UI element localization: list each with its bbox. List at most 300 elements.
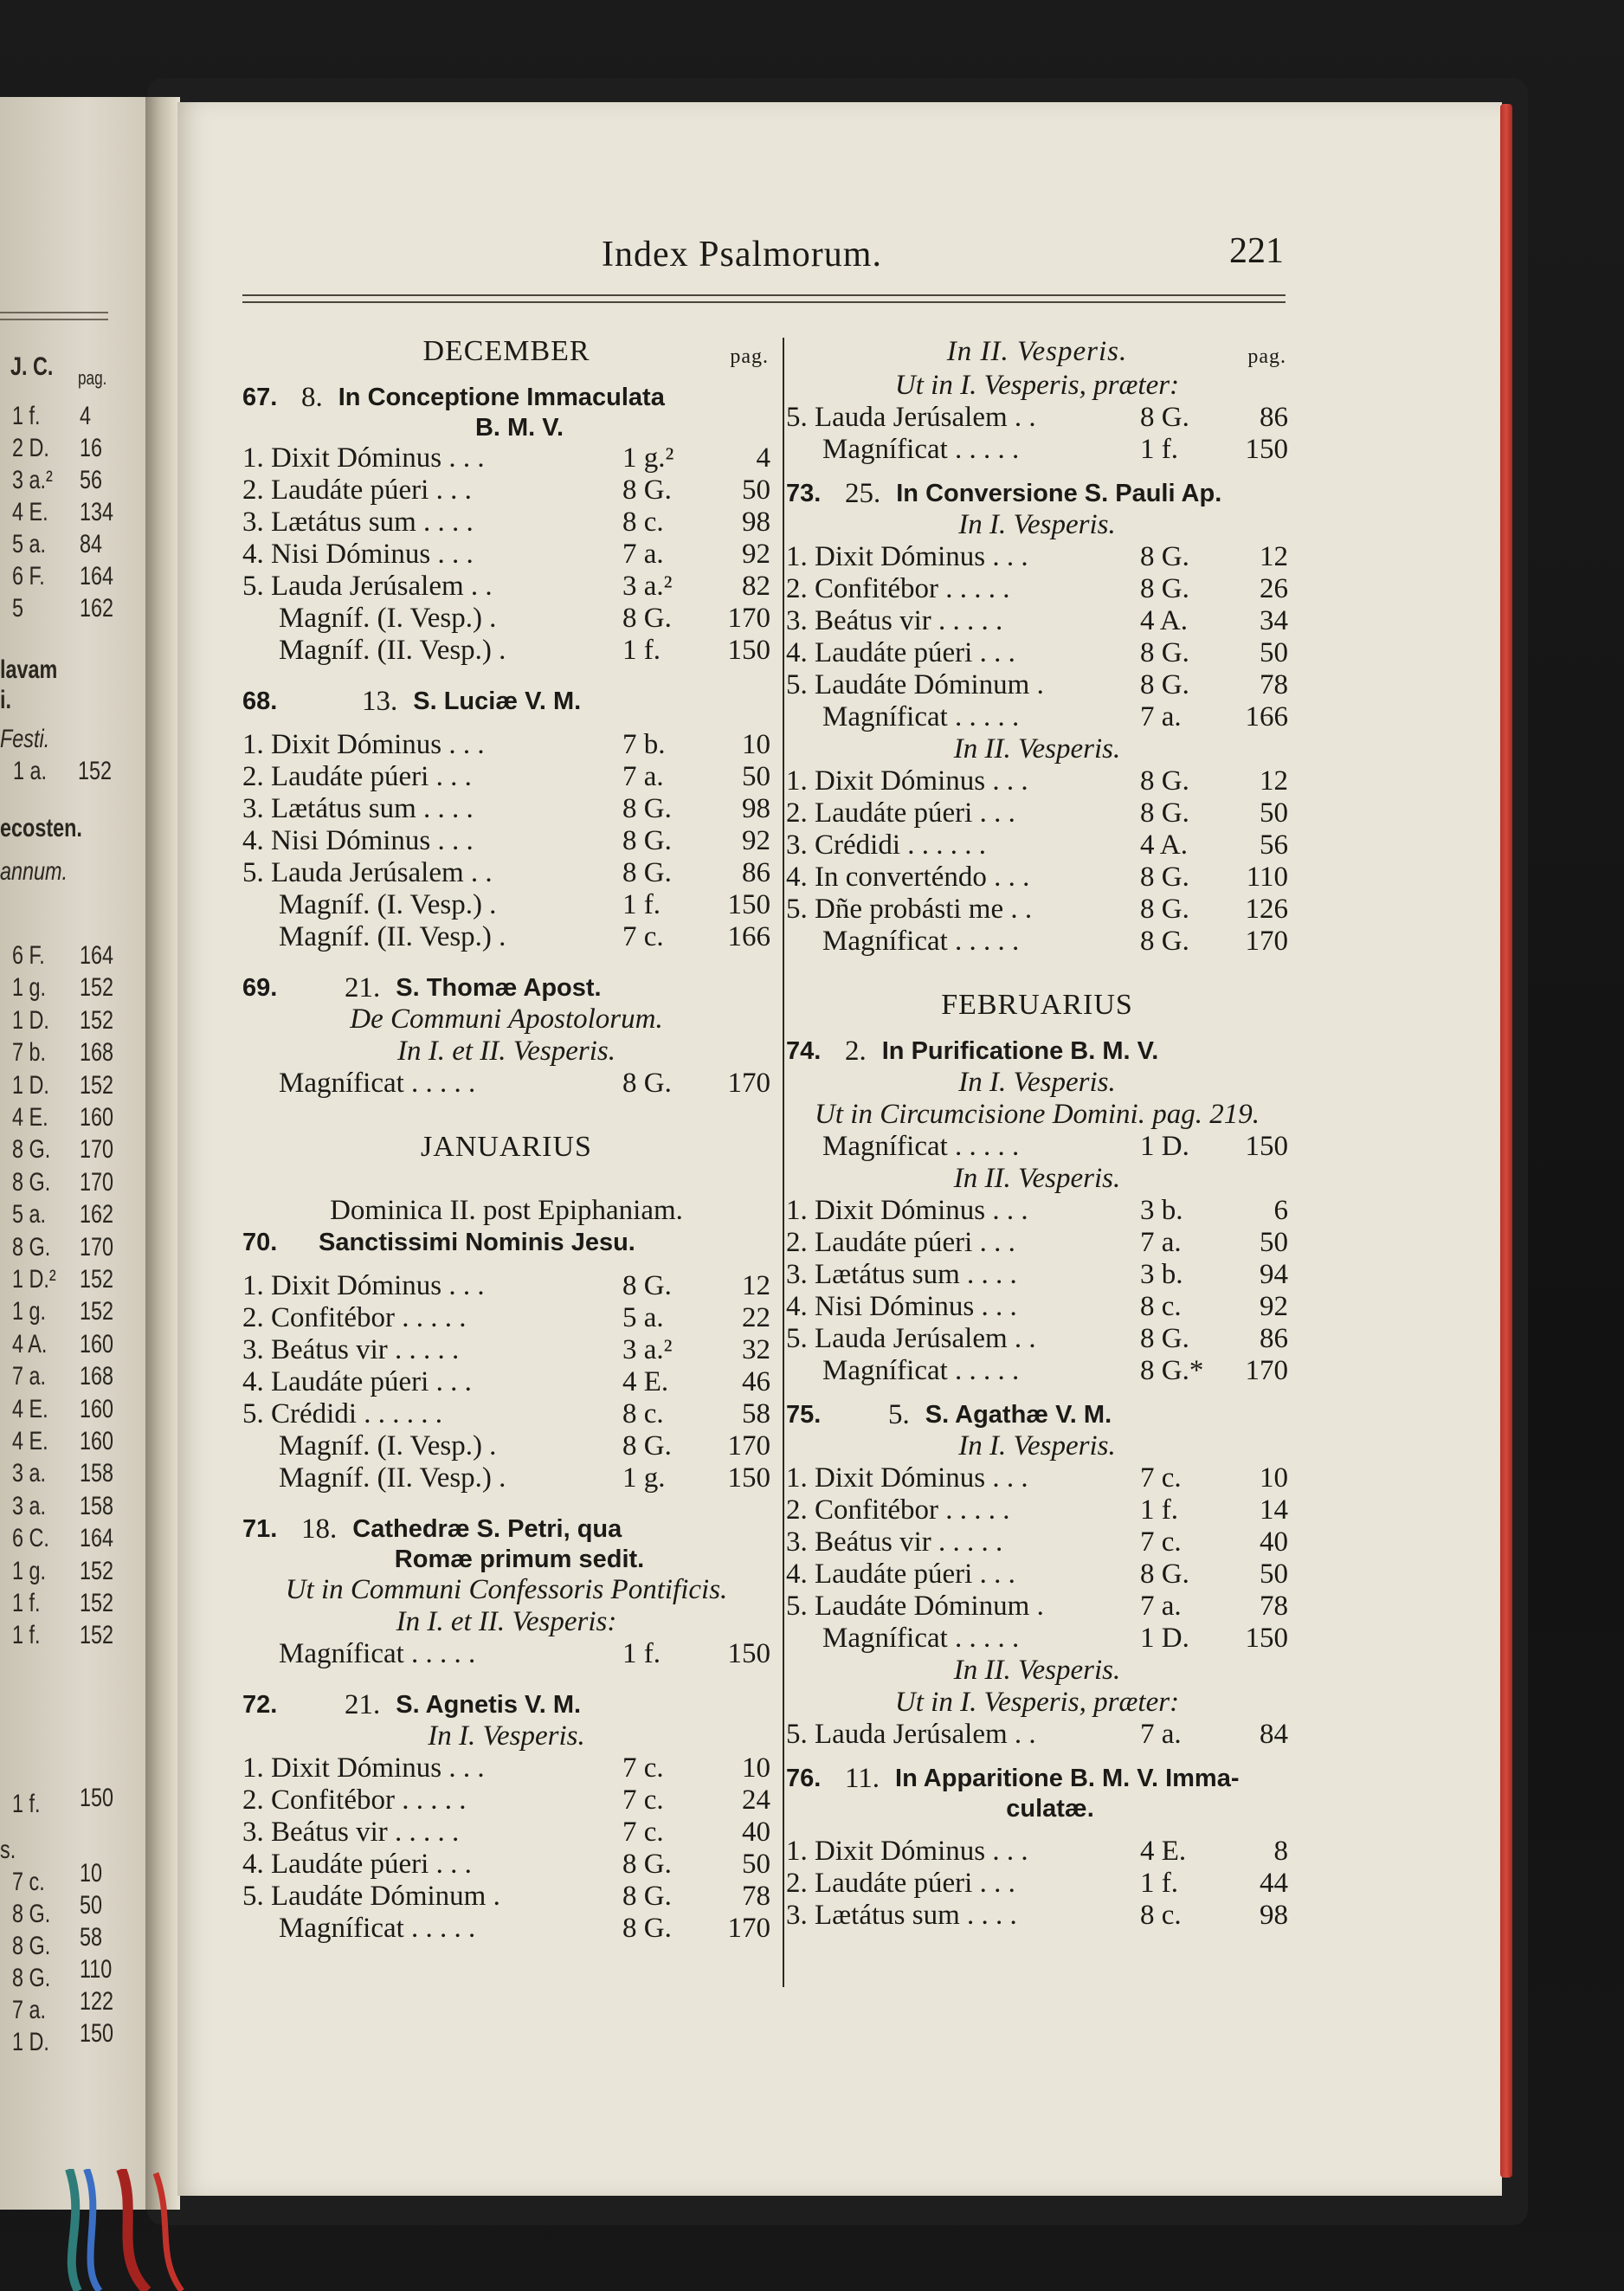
psalm-page: 4 — [756, 442, 770, 474]
psalm-name: 5. Laudáte Dóminum . — [786, 1591, 1044, 1622]
bookmark-ribbons — [52, 2169, 199, 2291]
feast-title: Cathedræ S. Petri, qua — [352, 1515, 622, 1543]
psalm-page: 34 — [1260, 605, 1288, 636]
feast-title: In Conceptione Immaculata — [338, 384, 665, 411]
psalm-list — [786, 1131, 1288, 1163]
psalm-page: 50 — [742, 474, 770, 506]
psalm-tone: 8 G. — [622, 1913, 672, 1944]
psalm-page: 150 — [1245, 434, 1288, 465]
rubric: In I. et II. Vesperis. — [396, 1036, 615, 1067]
left-page-tone: 1 g. — [12, 973, 47, 1003]
psalm-tone: 1 f. — [622, 635, 661, 666]
psalm-row — [242, 921, 770, 953]
psalm-row — [786, 1836, 1288, 1868]
rubric: In I. Vesperis. — [958, 1067, 1116, 1098]
psalm-list — [786, 541, 1288, 733]
psalm-row — [242, 889, 770, 921]
left-page-bottom-entry: 110 — [80, 1955, 113, 1984]
psalm-page: 84 — [1260, 1719, 1288, 1750]
psalm-tone: 7 a. — [1140, 1719, 1182, 1750]
psalm-name: 1. Dixit Dóminus . . . — [786, 1462, 1028, 1494]
left-page-page: 134 — [80, 498, 114, 526]
left-page-tone: 1 f. — [12, 1589, 41, 1617]
psalm-page: 150 — [727, 635, 770, 666]
psalm-row — [242, 571, 770, 603]
rubric: In I. Vesperis. — [958, 1430, 1116, 1462]
left-page-page: 164 — [80, 1524, 114, 1553]
feast-title: S. Luciæ V. M. — [413, 687, 582, 715]
psalm-page: 170 — [727, 1430, 770, 1462]
left-page-page: 152 — [80, 1265, 114, 1294]
psalm-page: 170 — [1245, 926, 1288, 957]
feast-day: 25. — [845, 478, 881, 509]
psalm-name: 1. Dixit Dóminus . . . — [242, 1270, 485, 1301]
psalm-name: 2. Confitébor . . . . . — [786, 573, 1010, 604]
left-page-tone: 5 a. — [12, 530, 47, 558]
month-name: FEBRUARIUS — [941, 989, 1133, 1021]
psalm-name: Magníf. (I. Vesp.) . — [279, 603, 497, 634]
psalm-row — [786, 1131, 1288, 1163]
psalm-tone: 7 a. — [1140, 1227, 1182, 1258]
left-page-page: 4 — [80, 402, 92, 430]
left-page-tone: 5 a. — [12, 1200, 47, 1229]
psalm-page: 150 — [727, 889, 770, 920]
psalm-name: Magníf. (II. Vesp.) . — [279, 635, 506, 666]
psalm-tone: 8 G. — [622, 1430, 672, 1462]
psalm-row — [786, 765, 1288, 797]
psalm-page: 82 — [742, 571, 770, 602]
psalm-tone: 7 c. — [1140, 1526, 1182, 1558]
psalm-page: 86 — [742, 857, 770, 888]
left-page-page: 152 — [80, 1297, 114, 1326]
psalm-tone: 4 A. — [1140, 605, 1189, 636]
psalm-name: 5. Laudáte Dóminum . — [242, 1881, 500, 1912]
psalm-tone: 8 G. — [1140, 926, 1189, 957]
psalm-list — [242, 442, 770, 667]
psalm-name: 2. Confitébor . . . . . — [242, 1784, 467, 1816]
psalm-tone: 8 G. — [1140, 541, 1189, 572]
left-page-tone: 1 D. — [12, 1005, 49, 1035]
psalm-row — [786, 1719, 1288, 1751]
rubric: Dominica II. post Epiphaniam. — [330, 1195, 683, 1226]
left-page-bottom-entry: s. — [0, 1836, 16, 1864]
psalm-tone: 8 G. — [1140, 894, 1189, 925]
psalm-tone: 8 G. — [622, 1068, 672, 1099]
feast-number: 70. — [242, 1229, 278, 1256]
feast-number: 67. — [242, 384, 278, 411]
psalm-row — [242, 1398, 770, 1430]
left-page-page: 162 — [80, 1200, 114, 1229]
psalm-row — [786, 573, 1288, 605]
left-page-tone: 7 b. — [12, 1038, 47, 1068]
psalm-row — [786, 669, 1288, 701]
left-page-word: ecosten. — [0, 814, 82, 842]
psalm-page: 50 — [1260, 797, 1288, 829]
ribbon-red-2 — [156, 2173, 182, 2291]
psalm-row — [242, 1638, 770, 1670]
left-page-tone: 1 g. — [12, 1297, 47, 1326]
psalm-page: 98 — [742, 507, 770, 538]
psalm-page: 12 — [742, 1270, 770, 1301]
left-page-tone: 1 g. — [12, 1556, 47, 1585]
left-page-tone: 6 F. — [12, 562, 45, 590]
rubric: In I. Vesperis. — [428, 1720, 585, 1752]
psalm-tone: 7 c. — [622, 1817, 664, 1848]
psalm-tone: 8 G. — [622, 857, 672, 888]
left-page-bottom-entry: 150 — [80, 2019, 114, 2048]
psalm-name: 3. Lætátus sum . . . . — [786, 1259, 1017, 1290]
psalm-tone: 8 G. — [622, 474, 672, 506]
feast-day: 21. — [345, 972, 381, 1004]
psalm-row — [242, 1334, 770, 1366]
psalm-row — [786, 829, 1288, 862]
psalm-row — [786, 862, 1288, 894]
psalm-name: 3. Crédidi . . . . . . — [786, 829, 986, 861]
psalm-name: 2. Laudáte púeri . . . — [242, 474, 472, 506]
psalm-tone: 1 f. — [1140, 1494, 1178, 1526]
psalm-page: 98 — [1260, 1900, 1288, 1931]
psalm-tone: 8 G. — [1140, 573, 1189, 604]
psalm-name: 5. Lauda Jerúsalem . . — [242, 571, 493, 602]
psalm-name: 1. Dixit Dóminus . . . — [242, 729, 485, 760]
psalm-name: 5. Crédidi . . . . . . — [242, 1398, 442, 1429]
psalm-tone: 8 G. — [1140, 797, 1189, 829]
psalm-page: 170 — [727, 1913, 770, 1944]
psalm-row — [786, 1868, 1288, 1900]
left-page-page: 84 — [80, 530, 103, 558]
psalm-tone: 1 D. — [1140, 1623, 1189, 1654]
left-page-bottom-entry: 8 G. — [12, 1964, 51, 1992]
left-page-word: Festi. — [0, 725, 50, 753]
page-title: Index Psalmorum. — [602, 235, 882, 274]
psalm-tone: 8 G. — [1140, 1559, 1189, 1590]
feast-day: 2. — [845, 1036, 867, 1067]
psalm-row — [786, 926, 1288, 958]
psalm-tone: 4 A. — [1140, 829, 1189, 861]
psalm-name: 1. Dixit Dóminus . . . — [786, 1836, 1028, 1867]
psalm-tone: 8 G.* — [1140, 1355, 1204, 1386]
left-page-page: 160 — [80, 1394, 114, 1423]
psalm-row — [242, 1366, 770, 1398]
psalm-tone: 8 G. — [622, 1849, 672, 1880]
psalm-page: 40 — [742, 1817, 770, 1848]
rubric: Ut in Circumcisione Domini. pag. 219. — [815, 1099, 1260, 1130]
rubric: Ut in I. Vesperis, præter: — [894, 1687, 1180, 1718]
psalm-row — [242, 635, 770, 667]
left-page-bottom-entry: 1 D. — [12, 2028, 49, 2056]
feast-number: 72. — [242, 1691, 278, 1719]
rubric: De Communi Apostolorum. — [350, 1004, 663, 1035]
psalm-row — [242, 1462, 770, 1494]
psalm-name: 3. Beátus vir . . . . . — [786, 605, 1003, 636]
psalm-page: 150 — [1245, 1623, 1288, 1654]
left-page-bottom-entry: 8 G. — [12, 1900, 51, 1928]
psalm-name: Magníficat . . . . . — [822, 1623, 1020, 1654]
pag-label: pag. — [1247, 345, 1286, 368]
psalm-page: 26 — [1260, 573, 1288, 604]
psalm-page: 166 — [1245, 701, 1288, 732]
feast-number: 68. — [242, 687, 278, 715]
psalm-name: 3. Beátus vir . . . . . — [242, 1334, 460, 1365]
psalm-row — [786, 701, 1288, 733]
left-page-tone: 1 f. — [12, 402, 41, 430]
psalm-name: Magníficat . . . . . — [279, 1638, 476, 1669]
rubric: In I. Vesperis. — [958, 509, 1116, 540]
feast-heading — [786, 1399, 1288, 1430]
psalm-page: 50 — [1260, 1559, 1288, 1590]
psalm-tone: 3 a.² — [622, 1334, 673, 1365]
left-page-tone: 4 E. — [12, 1427, 48, 1455]
psalm-tone: 8 c. — [622, 507, 664, 538]
left-page-tone: 4 E. — [12, 1394, 48, 1423]
psalm-name: 5. Laudáte Dóminum . — [786, 669, 1044, 700]
left-page-word: lavam — [0, 655, 58, 684]
psalm-page: 32 — [742, 1334, 770, 1365]
psalm-list — [786, 1719, 1288, 1751]
left-page-bottom-entry: 10 — [80, 1859, 103, 1888]
psalm-tone: 8 G. — [622, 1881, 672, 1912]
psalm-page: 10 — [742, 729, 770, 760]
psalm-page: 24 — [742, 1784, 770, 1816]
left-page-word: 1 a. — [13, 757, 48, 785]
psalm-tone: 8 c. — [1140, 1291, 1182, 1322]
psalm-tone: 8 c. — [1140, 1900, 1182, 1931]
left-page-page: 152 — [80, 1005, 114, 1035]
psalm-tone: 8 G. — [1140, 637, 1189, 668]
psalm-tone: 7 c. — [622, 1784, 664, 1816]
left-page-rule — [0, 312, 108, 313]
psalm-name: 1. Dixit Dóminus . . . — [242, 1752, 485, 1784]
left-page-tone: 1 f. — [12, 1621, 41, 1650]
psalm-list — [786, 402, 1288, 466]
psalm-page: 98 — [742, 793, 770, 824]
psalm-row — [786, 1355, 1288, 1387]
feast-title: In Apparitione B. M. V. Imma- — [895, 1765, 1240, 1792]
psalm-list — [242, 1752, 770, 1945]
psalm-list — [786, 1195, 1288, 1387]
psalm-row — [242, 793, 770, 825]
psalm-page: 10 — [1260, 1462, 1288, 1494]
rubric: In II. Vesperis. — [953, 1655, 1121, 1686]
psalm-row — [242, 603, 770, 635]
feast-heading — [786, 478, 1288, 509]
psalm-page: 86 — [1260, 1323, 1288, 1354]
feast-title-cont: B. M. V. — [474, 414, 564, 442]
psalm-row — [786, 637, 1288, 669]
psalm-page: 110 — [1246, 862, 1288, 893]
psalm-list — [786, 1836, 1288, 1932]
left-column — [242, 333, 770, 1945]
month-name: JANUARIUS — [421, 1131, 592, 1163]
feast-number: 71. — [242, 1515, 278, 1543]
psalm-name: 2. Confitébor . . . . . — [242, 1302, 467, 1333]
psalm-page: 92 — [742, 825, 770, 856]
psalm-tone: 7 a. — [622, 539, 664, 570]
psalm-page: 22 — [742, 1302, 770, 1333]
psalm-row — [242, 761, 770, 793]
header-rule — [242, 294, 1286, 296]
psalm-name: 4. Laudáte púeri . . . — [242, 1849, 472, 1880]
month-name: DECEMBER — [422, 335, 590, 367]
feast-number: 69. — [242, 974, 278, 1002]
rubric: Ut in Communi Confessoris Pontificis. — [285, 1574, 728, 1605]
psalm-tone: 3 b. — [1140, 1259, 1183, 1290]
psalm-page: 78 — [1260, 669, 1288, 700]
feast-title-cont: Romæ primum sedit. — [394, 1546, 645, 1573]
feast-heading — [242, 1513, 770, 1545]
left-page-bottom-entry: 8 G. — [12, 1932, 51, 1960]
psalm-page: 12 — [1260, 541, 1288, 572]
psalm-tone: 8 c. — [622, 1398, 664, 1429]
psalm-name: 5. Lauda Jerúsalem . . — [786, 402, 1036, 433]
psalm-name: Magníficat . . . . . — [279, 1068, 476, 1099]
psalm-page: 56 — [1260, 829, 1288, 861]
feast-title: S. Agnetis V. M. — [396, 1691, 582, 1719]
psalm-tone: 8 G. — [1140, 765, 1189, 797]
psalm-name: 3. Lætátus sum . . . . — [786, 1900, 1017, 1931]
psalm-row — [242, 539, 770, 571]
feast-heading — [242, 1227, 770, 1258]
feast-day: 5. — [888, 1399, 910, 1430]
rubric: In II. Vesperis. — [953, 1163, 1121, 1194]
psalm-tone: 8 G. — [622, 825, 672, 856]
left-page-page: 170 — [80, 1167, 114, 1197]
left-page-tone: 4 E. — [12, 498, 48, 526]
left-page-page: 164 — [80, 941, 114, 970]
psalm-tone: 1 f. — [1140, 1868, 1178, 1899]
psalm-page: 50 — [1260, 637, 1288, 668]
month-heading — [242, 1129, 770, 1165]
psalm-name: 3. Beátus vir . . . . . — [242, 1817, 460, 1848]
psalm-page: 150 — [727, 1462, 770, 1494]
left-page-bottom-entry: 7 a. — [12, 1996, 47, 2024]
left-page-page: 162 — [80, 594, 114, 623]
psalm-name: 5. Lauda Jerúsalem . . — [786, 1719, 1036, 1750]
psalm-row — [242, 1881, 770, 1913]
left-page-bottom-entry: 150 — [80, 1784, 114, 1812]
psalm-page: 14 — [1260, 1494, 1288, 1526]
psalm-row — [786, 1462, 1288, 1494]
left-page-tone: 1 D.² — [12, 1265, 56, 1294]
left-page-word: i. — [0, 686, 12, 714]
psalm-name: 2. Laudáte púeri . . . — [786, 1227, 1015, 1258]
psalm-page: 50 — [742, 1849, 770, 1880]
psalm-name: 4. Nisi Dóminus . . . — [242, 825, 474, 856]
left-page-page: 158 — [80, 1459, 114, 1488]
left-page-page: 164 — [80, 562, 114, 590]
left-page-tone: 5 — [12, 594, 24, 623]
left-page-bottom-entry: 50 — [80, 1891, 103, 1920]
psalm-name: 4. Laudáte púeri . . . — [786, 637, 1015, 668]
left-page-bottom-entry: 1 f. — [12, 1790, 41, 1818]
left-page-tone: 7 a. — [12, 1362, 47, 1391]
ribbon-red — [121, 2169, 147, 2291]
left-page-tone: 3 a. — [12, 1491, 47, 1520]
psalm-page: 40 — [1260, 1526, 1288, 1558]
psalm-name: Magníf. (I. Vesp.) . — [279, 1430, 497, 1462]
psalm-list — [242, 1638, 770, 1670]
psalm-tone: 8 G. — [622, 1270, 672, 1301]
psalm-name: Magníficat . . . . . — [822, 701, 1020, 732]
psalm-page: 94 — [1260, 1259, 1288, 1290]
psalm-name: Magníficat . . . . . — [279, 1913, 476, 1944]
psalm-row — [242, 1752, 770, 1784]
left-page-tone: 6 C. — [12, 1524, 49, 1553]
left-page — [0, 97, 156, 2210]
psalm-row — [786, 1591, 1288, 1623]
psalm-list — [786, 765, 1288, 958]
psalm-row — [786, 1259, 1288, 1291]
rubric: In II. Vesperis. — [953, 733, 1121, 765]
psalm-tone: 8 G. — [1140, 402, 1189, 433]
psalm-tone: 8 G. — [1140, 1323, 1189, 1354]
left-page-tone: 3 a.² — [12, 466, 53, 494]
left-page-page: 160 — [80, 1329, 114, 1358]
psalm-page: 150 — [727, 1638, 770, 1669]
feast-heading — [242, 972, 770, 1004]
feast-number: 75. — [786, 1401, 822, 1429]
psalm-list — [786, 1462, 1288, 1655]
left-page-tone: 3 a. — [12, 1459, 47, 1488]
feast-title-cont: culatæ. — [1006, 1795, 1094, 1823]
psalm-name: Magníficat . . . . . — [822, 1355, 1020, 1386]
left-page-head: pag. — [78, 367, 107, 389]
left-page-tone: 6 F. — [12, 941, 45, 970]
psalm-row — [242, 825, 770, 857]
left-page-head: J. C. — [10, 352, 54, 381]
page-number: 221 — [1229, 231, 1284, 271]
psalm-row — [786, 1323, 1288, 1355]
psalm-name: 3. Beátus vir . . . . . — [786, 1526, 1003, 1558]
month-heading — [242, 333, 770, 370]
psalm-row — [242, 1430, 770, 1462]
psalm-page: 92 — [742, 539, 770, 570]
psalm-name: 2. Confitébor . . . . . — [786, 1494, 1010, 1526]
psalm-page: 86 — [1260, 402, 1288, 433]
psalm-page: 6 — [1273, 1195, 1288, 1226]
psalm-tone: 1 f. — [1140, 434, 1178, 465]
psalm-row — [242, 729, 770, 761]
psalm-page: 166 — [727, 921, 770, 952]
rubric: Ut in I. Vesperis, præter: — [894, 370, 1180, 401]
psalm-name: 1. Dixit Dóminus . . . — [786, 541, 1028, 572]
psalm-tone: 8 G. — [622, 793, 672, 824]
rubric: In I. et II. Vesperis: — [396, 1606, 617, 1637]
left-page-bottom-entry: 7 c. — [12, 1868, 45, 1896]
left-page-page: 152 — [80, 1621, 114, 1650]
feast-title: In Conversione S. Pauli Ap. — [896, 480, 1222, 507]
psalm-page: 12 — [1260, 765, 1288, 797]
psalm-row — [242, 857, 770, 889]
psalm-tone: 7 a. — [622, 761, 664, 792]
feast-title: Sanctissimi Nominis Jesu. — [319, 1229, 635, 1256]
psalm-name: 3. Lætátus sum . . . . — [242, 793, 474, 824]
left-page-page: 152 — [80, 1556, 114, 1585]
left-page-page: 152 — [80, 1589, 114, 1617]
psalm-page: 44 — [1260, 1868, 1288, 1899]
left-page-page: 170 — [80, 1135, 114, 1165]
psalm-row — [786, 1494, 1288, 1526]
feast-title: S. Agathæ V. M. — [925, 1401, 1112, 1429]
psalm-page: 8 — [1273, 1836, 1288, 1867]
psalm-page: 92 — [1260, 1291, 1288, 1322]
left-page-page: 160 — [80, 1427, 114, 1455]
psalm-page: 78 — [1260, 1591, 1288, 1622]
left-page-word: annum. — [0, 857, 68, 886]
left-page-tone: 8 G. — [12, 1232, 51, 1262]
left-page-tone: 4 E. — [12, 1103, 48, 1132]
feast-day: 13. — [362, 686, 398, 717]
